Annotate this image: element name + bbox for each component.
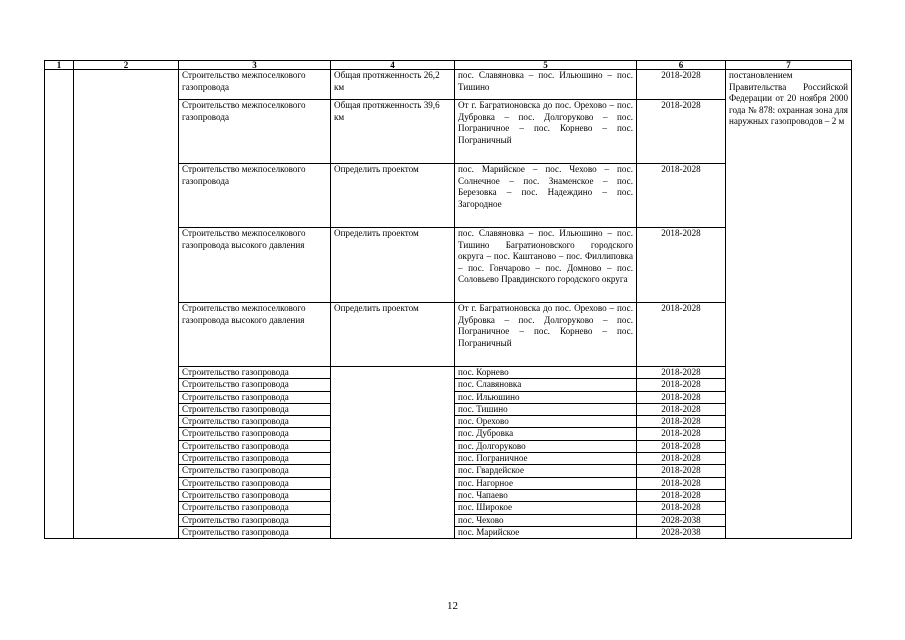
header-cell-7: 7 <box>726 61 852 70</box>
period-cell: 2018-2028 <box>637 403 726 415</box>
header-cell-2: 2 <box>74 61 179 70</box>
period-cell: 2028-2038 <box>637 526 726 538</box>
period-cell: 2018-2028 <box>637 303 726 367</box>
period-cell: 2018-2028 <box>637 453 726 465</box>
object-cell: Строительство газопровода <box>179 477 331 489</box>
period-cell: 2018-2028 <box>637 465 726 477</box>
period-cell: 2018-2028 <box>637 70 726 100</box>
object-cell: Строительство газопровода <box>179 526 331 538</box>
parameter-cell: Определить проектом <box>331 303 455 367</box>
location-cell: пос. Марийское – пос. Чехово – пос. Солнечное – пос. Знаменское – пос. Березовка – пос. Надеждино – пос. Загородное <box>455 164 637 228</box>
location-cell: пос. Корнево <box>455 367 637 379</box>
location-cell: пос. Нагорное <box>455 477 637 489</box>
header-cell-1: 1 <box>45 61 74 70</box>
period-cell: 2018-2028 <box>637 489 726 501</box>
location-cell: пос. Тишино <box>455 403 637 415</box>
header-cell-5: 5 <box>455 61 637 70</box>
location-cell: пос. Чехово <box>455 514 637 526</box>
object-cell: Строительство межпоселкового газопровода <box>179 70 331 100</box>
header-cell-6: 6 <box>637 61 726 70</box>
col2-cell <box>74 70 179 539</box>
location-cell: пос. Славяновка – пос. Ильюшино – пос. Тишино <box>455 70 637 100</box>
location-cell: пос. Орехово <box>455 416 637 428</box>
object-cell: Строительство межпоселкового газопровода <box>179 164 331 228</box>
object-cell: Строительство межпоселкового газопровода высокого давления <box>179 303 331 367</box>
location-cell: пос. Марийское <box>455 526 637 538</box>
period-cell: 2018-2028 <box>637 164 726 228</box>
period-cell: 2018-2028 <box>637 502 726 514</box>
location-cell: пос. Дубровка <box>455 428 637 440</box>
period-cell: 2018-2028 <box>637 391 726 403</box>
object-cell: Строительство газопровода <box>179 453 331 465</box>
object-cell: Строительство межпоселкового газопровода высокого давления <box>179 228 331 303</box>
period-cell: 2018-2028 <box>637 416 726 428</box>
object-cell: Строительство газопровода <box>179 440 331 452</box>
parameter-cell: Определить проектом <box>331 164 455 228</box>
header-cell-3: 3 <box>179 61 331 70</box>
header-cell-4: 4 <box>331 61 455 70</box>
parameter-cell: Определить проектом <box>331 228 455 303</box>
period-cell: 2018-2028 <box>637 440 726 452</box>
period-cell: 2018-2028 <box>637 428 726 440</box>
location-cell: пос. Гвардейское <box>455 465 637 477</box>
object-cell: Строительство газопровода <box>179 367 331 379</box>
period-cell: 2018-2028 <box>637 477 726 489</box>
object-cell: Строительство газопровода <box>179 514 331 526</box>
object-cell: Строительство газопровода <box>179 489 331 501</box>
regulation-cell: постановлением Правительства Российской Федерации от 20 ноября 2000 года № 878: охранная зона для наружных газопроводов – 2 м <box>726 70 852 539</box>
location-cell: пос. Долгоруково <box>455 440 637 452</box>
col1-cell <box>45 70 74 539</box>
location-cell: пос. Пограничное <box>455 453 637 465</box>
location-cell: пос. Славяновка – пос. Ильюшино – пос. Тишино Багратионовского городского округа – пос. Каштаново – пос. Филлиповка – пос. Гончарово – пос. Домново – пос. Соловьево Правдинского городского округа <box>455 228 637 303</box>
object-cell: Строительство газопровода <box>179 502 331 514</box>
location-cell: пос. Славяновка <box>455 379 637 391</box>
period-cell: 2018-2028 <box>637 228 726 303</box>
period-cell: 2018-2028 <box>637 367 726 379</box>
location-cell: пос. Ильюшино <box>455 391 637 403</box>
object-cell: Строительство газопровода <box>179 428 331 440</box>
object-cell: Строительство газопровода <box>179 379 331 391</box>
location-cell: пос. Широкое <box>455 502 637 514</box>
period-cell: 2018-2028 <box>637 379 726 391</box>
object-cell: Строительство газопровода <box>179 403 331 415</box>
location-cell: От г. Багратионовска до пос. Орехово – пос. Дубровка – пос. Долгоруково – пос. Пограничное – пос. Корнево – пос. Пограничный <box>455 100 637 164</box>
page-number: 12 <box>447 600 458 612</box>
period-cell: 2028-2038 <box>637 514 726 526</box>
object-cell: Строительство газопровода <box>179 416 331 428</box>
table-row <box>45 70 852 100</box>
period-cell: 2018-2028 <box>637 100 726 164</box>
parameter-cell: Общая протяженность 39,6 км <box>331 100 455 164</box>
location-cell: пос. Чапаево <box>455 489 637 501</box>
header-row <box>45 61 852 70</box>
object-cell: Строительство газопровода <box>179 465 331 477</box>
location-cell: От г. Багратионовска до пос. Орехово – пос. Дубровка – пос. Долгоруково – пос. Пограничное – пос. Корнево – пос. Пограничный <box>455 303 637 367</box>
object-cell: Строительство межпоселкового газопровода <box>179 100 331 164</box>
parameter-cell <box>331 367 455 539</box>
document-table <box>44 60 852 539</box>
parameter-cell: Общая протяженность 26,2 км <box>331 70 455 100</box>
object-cell: Строительство газопровода <box>179 391 331 403</box>
